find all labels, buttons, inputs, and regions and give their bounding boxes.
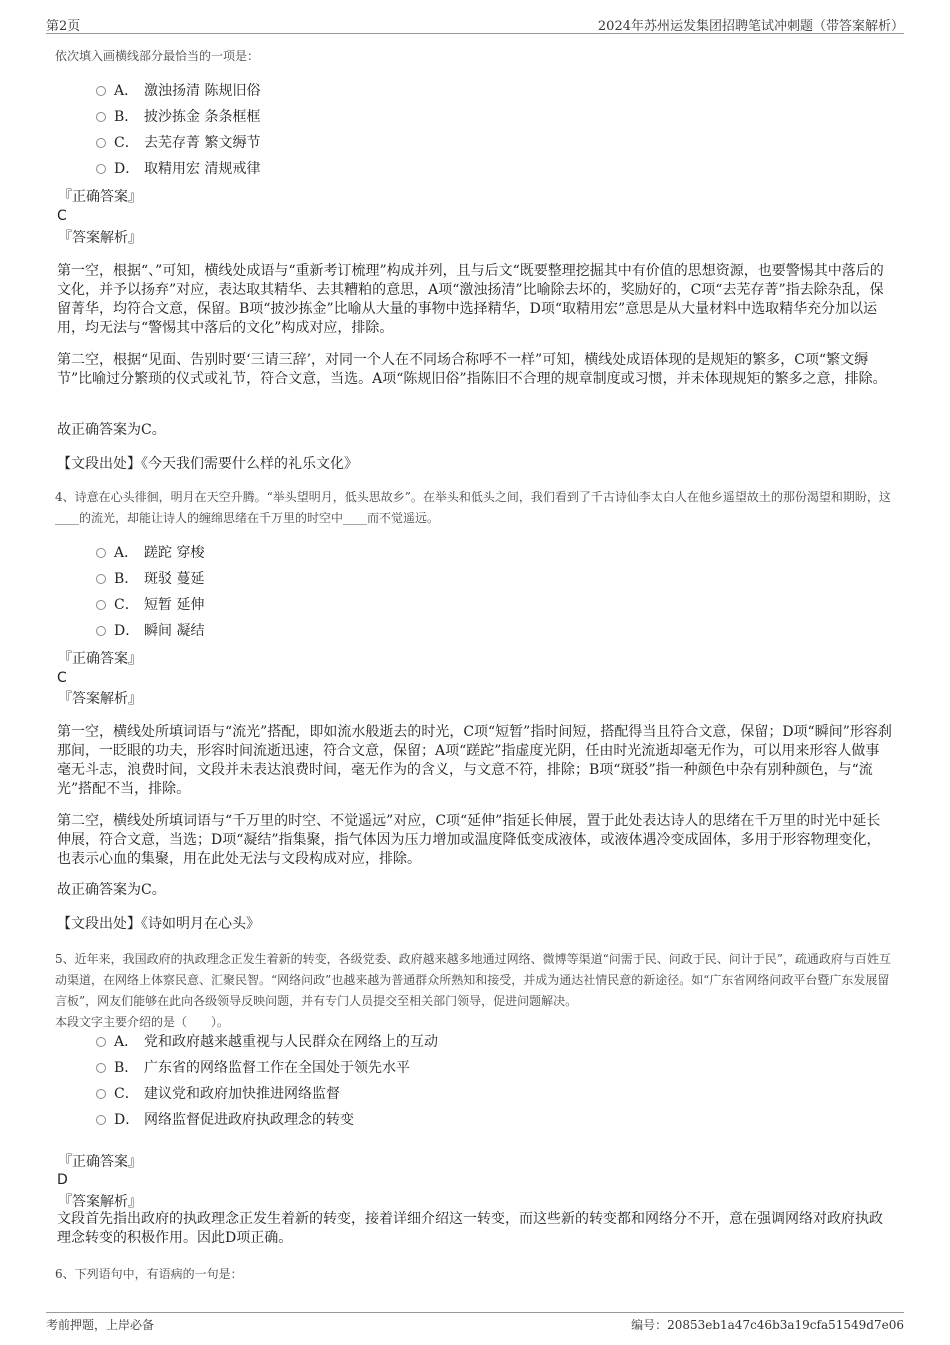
q4-option-b[interactable]: B． 斑驳 蔓延 (96, 568, 204, 590)
page-number: 第2页 (46, 19, 81, 34)
q3-option-d[interactable]: D． 取精用宏 清规戒律 (96, 158, 260, 180)
radio-icon[interactable] (96, 1089, 106, 1099)
page-footer (46, 1312, 904, 1335)
radio-icon[interactable] (96, 1037, 106, 1047)
radio-icon[interactable] (96, 1115, 106, 1125)
q4-option-c[interactable]: C． 短暂 延伸 (96, 594, 204, 616)
q3-stem: 依次填入画横线部分最恰当的一项是： (55, 49, 260, 63)
q3-analysis-para-1: 第一空，根据“、”可知，横线处成语与“重新考订梳理”构成并列，且与后文“既要整理挖掘其中有价值的思想资源，也要警惕其中落后的文化，并予以扬弃”对应，表达取其精华、去其糟粕的意思，A项“激浊扬清”比喻除去坏的，奖励好的，C项“去芜存菁”指去除杂乱，保留菁华，均符合文意，保留。B项“披沙拣金”比喻从大量的事物中选择精华，D项“取精用宏”意思是从大量材料中选取精华充分加以运用，均无法与“警惕其中落后的文化”构成对应，排除。 (57, 263, 884, 336)
q3-analysis-label: 『答案解析』 (58, 230, 142, 246)
q5-answer: D (57, 1172, 68, 1188)
radio-icon[interactable] (96, 548, 106, 558)
q3-answer: C (57, 208, 67, 224)
q5-analysis: 文段首先指出政府的执政理念正发生着新的转变，接着详细介绍这一转变，而这些新的转变都和网络分不开，意在强调网络对政府执政理念转变的积极作用。因此D项正确。 (57, 1211, 883, 1246)
radio-icon[interactable] (96, 600, 106, 610)
q3-option-b[interactable]: B． 披沙拣金 条条框框 (96, 106, 260, 128)
document-code: 编号：20853eb1a47c46b3a19cfa51549d7e06 (631, 1318, 904, 1332)
q3-source: 【文段出处】《今天我们需要什么样的礼乐文化》 (57, 456, 358, 472)
radio-icon[interactable] (96, 574, 106, 584)
radio-icon[interactable] (96, 626, 106, 636)
q5-option-c[interactable]: C． 建议党和政府加快推进网络监督 (96, 1083, 340, 1105)
q5-answer-label: 『正确答案』 (58, 1154, 142, 1170)
q3-analysis-para-2: 第二空，根据“见面、告别时要‘三请三辞’，对同一个人在不同场合称呼不一样”可知，横线处成语体现的是规矩的繁多，C项“繁文缛节”比喻过分繁琐的仪式或礼节，符合文意，当选。A项“陈规旧俗”指陈旧不合理的规章制度或习惯，并未体现规矩的繁多之意，排除。 (57, 352, 887, 387)
q5-stem: 5、近年来，我国政府的执政理念正发生着新的转变，各级党委、政府越来越多地通过网络、微博等渠道“问需于民、问政于民、问计于民”，疏通政府与百姓互动渠道，在网络上体察民意、汇聚民智。“网络问政”也越来越为普通群众所熟知和接受，并成为通达社情民意的新途径。如“广东省网络问政平台暨广东发展留言板”，网友们能够在此向各级领导反映问题，并有专门人员提交至相关部门领导，促进问题解决。 (55, 952, 891, 1008)
q3-conclusion: 故正确答案为C。 (57, 422, 166, 438)
q4-conclusion: 故正确答案为C。 (57, 882, 166, 898)
q3-option-a[interactable]: A． 激浊扬清 陈规旧俗 (96, 80, 260, 102)
q5-option-a[interactable]: A． 党和政府越来越重视与人民群众在网络上的互动 (96, 1031, 438, 1053)
radio-icon[interactable] (96, 138, 106, 148)
q4-option-a[interactable]: A． 蹉跎 穿梭 (96, 542, 204, 564)
radio-icon[interactable] (96, 164, 106, 174)
q4-analysis-label: 『答案解析』 (58, 691, 142, 707)
q4-analysis-para-2: 第二空，横线处所填词语与“千万里的时空、不觉遥远”对应，C项“延伸”指延长伸展，置于此处表达诗人的思绪在千万里的时光中延长伸展，符合文意，当选；D项“凝结”指集聚，指气体因为压力增加或温度降低变成液体，或液体遇冷变成固体，多用于形容物理变化，也表示心血的集聚，用在此处无法与文段构成对应，排除。 (57, 813, 881, 867)
q5-option-d[interactable]: D． 网络监督促进政府执政理念的转变 (96, 1109, 354, 1131)
q4-answer: C (57, 670, 67, 686)
q6-stem: 6、下列语句中，有语病的一句是： (55, 1267, 243, 1281)
page-header (46, 13, 904, 34)
q4-analysis-para-1: 第一空，横线处所填词语与“流光”搭配，即如流水般逝去的时光，C项“短暂”指时间短，搭配得当且符合文意，保留；D项“瞬间”形容刹那间，一眨眼的功夫，形容时间流逝迅速，符合文意，保留；A项“蹉跎”指虚度光阴，任由时光流逝却毫无作为，可以用来形容人做事毫无斗志，浪费时间，文段并未表达浪费时间，毫无作为的含义，与文意不符，排除；B项“斑驳”指一种颜色中杂有别种颜色，与“流光”搭配不当，排除。 (57, 724, 892, 797)
radio-icon[interactable] (96, 1063, 106, 1073)
q4-option-d[interactable]: D． 瞬间 凝结 (96, 620, 204, 642)
q5-option-b[interactable]: B． 广东省的网络监督工作在全国处于领先水平 (96, 1057, 410, 1079)
q4-stem: 4、诗意在心头徘徊，明月在天空升腾。“举头望明月，低头思故乡”。在举头和低头之间，我们看到了千古诗仙李太白人在他乡遥望故土的那份渴望和期盼，这____的流光，却能让诗人的缠绵思绪在千万里的时空中____而不觉遥远。 (55, 490, 891, 525)
q3-answer-label: 『正确答案』 (58, 189, 142, 205)
q3-option-c[interactable]: C． 去芜存菁 繁文缛节 (96, 132, 260, 154)
q4-answer-label: 『正确答案』 (58, 651, 142, 667)
footer-slogan: 考前押题，上岸必备 (46, 1318, 155, 1332)
q4-source: 【文段出处】《诗如明月在心头》 (57, 916, 260, 932)
q5-analysis-label: 『答案解析』 (58, 1194, 142, 1210)
radio-icon[interactable] (96, 112, 106, 122)
document-title: 2024年苏州运发集团招聘笔试冲刺题（带答案解析） (597, 19, 904, 34)
q5-prompt: 本段文字主要介绍的是（ ）。 (55, 1015, 230, 1029)
radio-icon[interactable] (96, 86, 106, 96)
